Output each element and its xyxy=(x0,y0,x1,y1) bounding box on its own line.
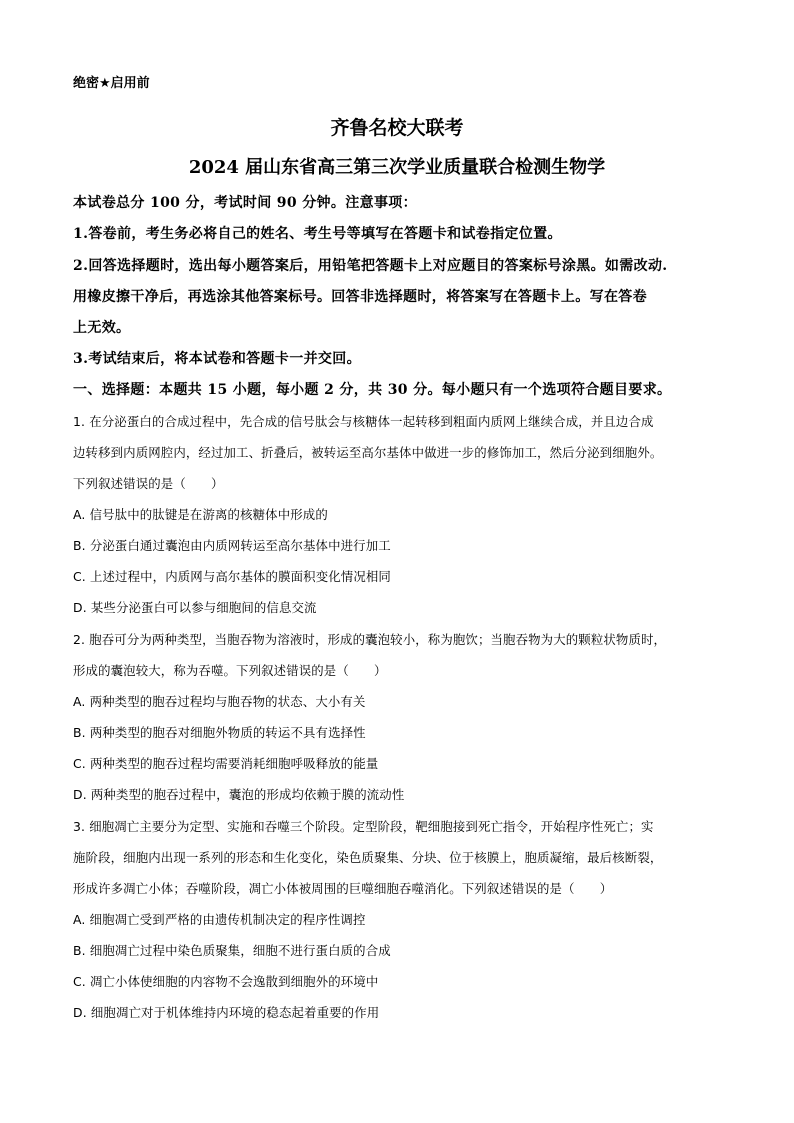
instruction-item-3: 3.考试结束后，将本试卷和答题卡一并交回。 xyxy=(73,351,361,367)
question-1-stem-line-1: 1. 在分泌蛋白的合成过程中，先合成的信号肽会与核糖体一起转移到粗面内质网上继续合成，并且边合成 xyxy=(73,414,654,429)
confidential-label: 绝密★启用前 xyxy=(73,76,150,91)
question-3-option-b: B. 细胞凋亡过程中染色质聚集，细胞不进行蛋白质的合成 xyxy=(73,943,391,958)
question-1-option-d: D. 某些分泌蛋白可以参与细胞间的信息交流 xyxy=(73,600,317,615)
instruction-item-2-line-2: 用橡皮擦干净后，再选涂其他答案标号。回答非选择题时，将答案写在答题卡上。写在答卷 xyxy=(73,289,647,305)
instruction-item-2-line-3: 上无效。 xyxy=(73,320,131,336)
question-1-stem-line-2: 边转移到内质网腔内，经过加工、折叠后，被转运至高尔基体中做进一步的修饰加工，然后分泌到细胞外。 xyxy=(73,445,663,460)
section-heading: 一、选择题：本题共 15 小题，每小题 2 分，共 30 分。每小题只有一个选项符合题目要求。 xyxy=(73,382,672,398)
question-2-option-d: D. 两种类型的胞吞过程中，囊泡的形成均依赖于膜的流动性 xyxy=(73,787,405,802)
question-1-option-b: B. 分泌蛋白通过囊泡由内质网转运至高尔基体中进行加工 xyxy=(73,538,391,553)
question-1-option-a: A. 信号肽中的肽键是在游离的核糖体中形成的 xyxy=(73,507,328,522)
question-1-option-c: C. 上述过程中，内质网与高尔基体的膜面积变化情况相同 xyxy=(73,569,391,584)
question-3-option-c: C. 凋亡小体使细胞的内容物不会逸散到细胞外的环境中 xyxy=(73,974,379,989)
question-3-stem-line-1: 3. 细胞凋亡主要分为定型、实施和吞噬三个阶段。定型阶段，靶细胞接到死亡指令，开始程序性死亡；实 xyxy=(73,819,654,834)
question-2-option-c: C. 两种类型的胞吞过程均需要消耗细胞呼吸释放的能量 xyxy=(73,756,379,771)
question-2-option-b: B. 两种类型的胞吞对细胞外物质的转运不具有选择性 xyxy=(73,725,366,740)
question-2-option-a: A. 两种类型的胞吞过程均与胞吞物的状态、大小有关 xyxy=(73,694,366,709)
question-3-stem-line-3: 形成许多凋亡小体；吞噬阶段，凋亡小体被周围的巨噬细胞吞噬消化。下列叙述错误的是（ ） xyxy=(73,881,613,896)
exam-subtitle: 2024 届山东省高三第三次学业质量联合检测生物学 xyxy=(188,157,606,178)
question-3-option-d: D. 细胞凋亡对于机体维持内环境的稳态起着重要的作用 xyxy=(73,1005,380,1020)
question-2-stem-line-2: 形成的囊泡较大，称为吞噬。下列叙述错误的是（ ） xyxy=(73,663,387,678)
question-1-stem-line-3: 下列叙述错误的是（ ） xyxy=(73,476,224,491)
exam-title: 齐鲁名校大联考 xyxy=(330,117,464,139)
question-3-stem-line-2: 施阶段，细胞内出现一系列的形态和生化变化，染色质聚集、分块、位于核膜上，胞质凝缩，最后核断裂， xyxy=(73,850,663,865)
question-2-stem-line-1: 2. 胞吞可分为两种类型，当胞吞物为溶液时，形成的囊泡较小，称为胞饮；当胞吞物为大的颗粒状物质时， xyxy=(73,632,667,647)
instruction-item-1: 1.答卷前，考生务必将自己的姓名、考生号等填写在答题卡和试卷指定位置。 xyxy=(73,226,562,242)
question-3-option-a: A. 细胞凋亡受到严格的由遗传机制决定的程序性调控 xyxy=(73,912,366,927)
instructions-intro: 本试卷总分 100 分，考试时间 90 分钟。注意事项： xyxy=(73,195,418,211)
instruction-item-2-line-1: 2.回答选择题时，选出每小题答案后，用铅笔把答题卡上对应题目的答案标号涂黑。如需改动. xyxy=(73,258,668,274)
